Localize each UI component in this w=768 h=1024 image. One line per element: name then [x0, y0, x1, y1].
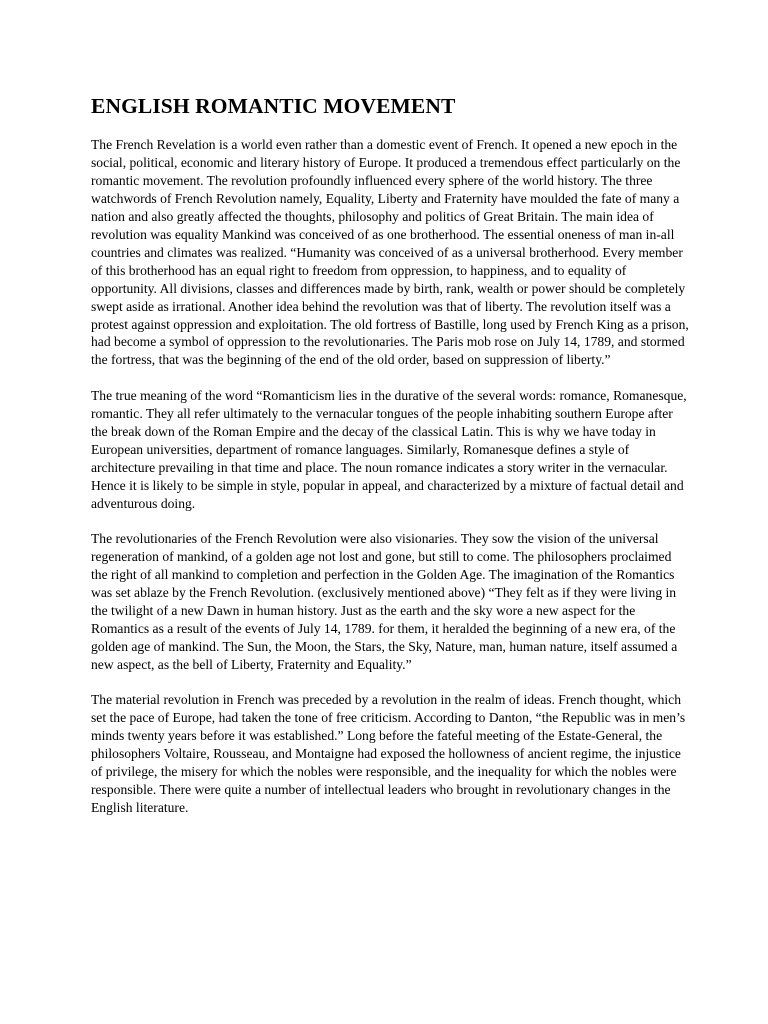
document-title: ENGLISH ROMANTIC MOVEMENT: [91, 94, 456, 118]
paragraph-2: The true meaning of the word “Romanticism lies in the durative of the several words: romance, Romanesque, romantic. They all refer ultimately to the vernacular tongues of the people inhabiting southern Europe after the break down of the Roman Empire and the decay of the classical Latin. This is why we have today in European universities, department of romance languages. Similarly, Romanesque defines a style of architecture prevailing in that time and place. The noun romance indicates a story writer in the vernacular. Hence it is likely to be simple in style, popular in appeal, and characterized by a mixture of factual detail and adventurous doing.: [91, 387, 687, 511]
paragraph-3: The revolutionaries of the French Revolution were also visionaries. They sow the vision of the universal regeneration of mankind, of a golden age not lost and gone, but still to come. The philosophers proclaimed the right of all mankind to completion and perfection in the Golden Age. The imagination of the Romantics was set ablaze by the French Revolution. (exclusively mentioned above) “They felt as if they were living in the twilight of a new Dawn in human history. Just as the earth and the sky wore a new aspect for the Romantics as a result of the events of July 14, 1789. for them, it heralded the beginning of a new era, of the golden age of mankind. The Sun, the Moon, the Stars, the Sky, Nature, man, human nature, itself assumed a new aspect, as the bell of Liberty, Fraternity and Equality.”: [91, 531, 678, 672]
document-page: [91, 92, 691, 835]
paragraph-4: The material revolution in French was preceded by a revolution in the realm of ideas. French thought, which set the pace of Europe, had taken the tone of free criticism. According to Danton, “the Republic was in men’s minds twenty years before it was established.” Long before the fateful meeting of the Estate-General, the philosophers Voltaire, Rousseau, and Montaigne had exposed the hollowness of ancient regime, the injustice of privilege, the misery for which the nobles were responsible, and the inequality for which the nobles were responsible. There were quite a number of intellectual leaders who brought in revolutionary changes in the English literature.: [91, 692, 686, 816]
paragraph-1: The French Revelation is a world even rather than a domestic event of French. It opened a new epoch in the social, political, economic and literary history of Europe. It produced a tremendous effect particularly on the romantic movement. The revolution profoundly influenced every sphere of the world history. The three watchwords of French Revolution namely, Equality, Liberty and Fraternity have moulded the fate of many a nation and also greatly affected the thoughts, philosophy and politics of Great Britain. The main idea of revolution was equality Mankind was conceived of as one brotherhood. The essential oneness of man in-all countries and climates was realized. “Humanity was conceived of as a universal brotherhood. Every member of this brotherhood has an equal right to freedom from oppression, to happiness, and to equality of opportunity. All divisions, classes and differences made by birth, rank, wealth or power should be completely swept aside as irrational. Another idea behind the revolution was that of liberty. The revolution itself was a protest against oppression and exploitation. The old fortress of Bastille, long used by French King as a prison, had become a symbol of oppression to the revolutionaries. The Paris mob rose on July 14, 1789, and stormed the fortress, that was the beginning of the end of the old order, based on suppression of liberty.”: [91, 137, 689, 368]
